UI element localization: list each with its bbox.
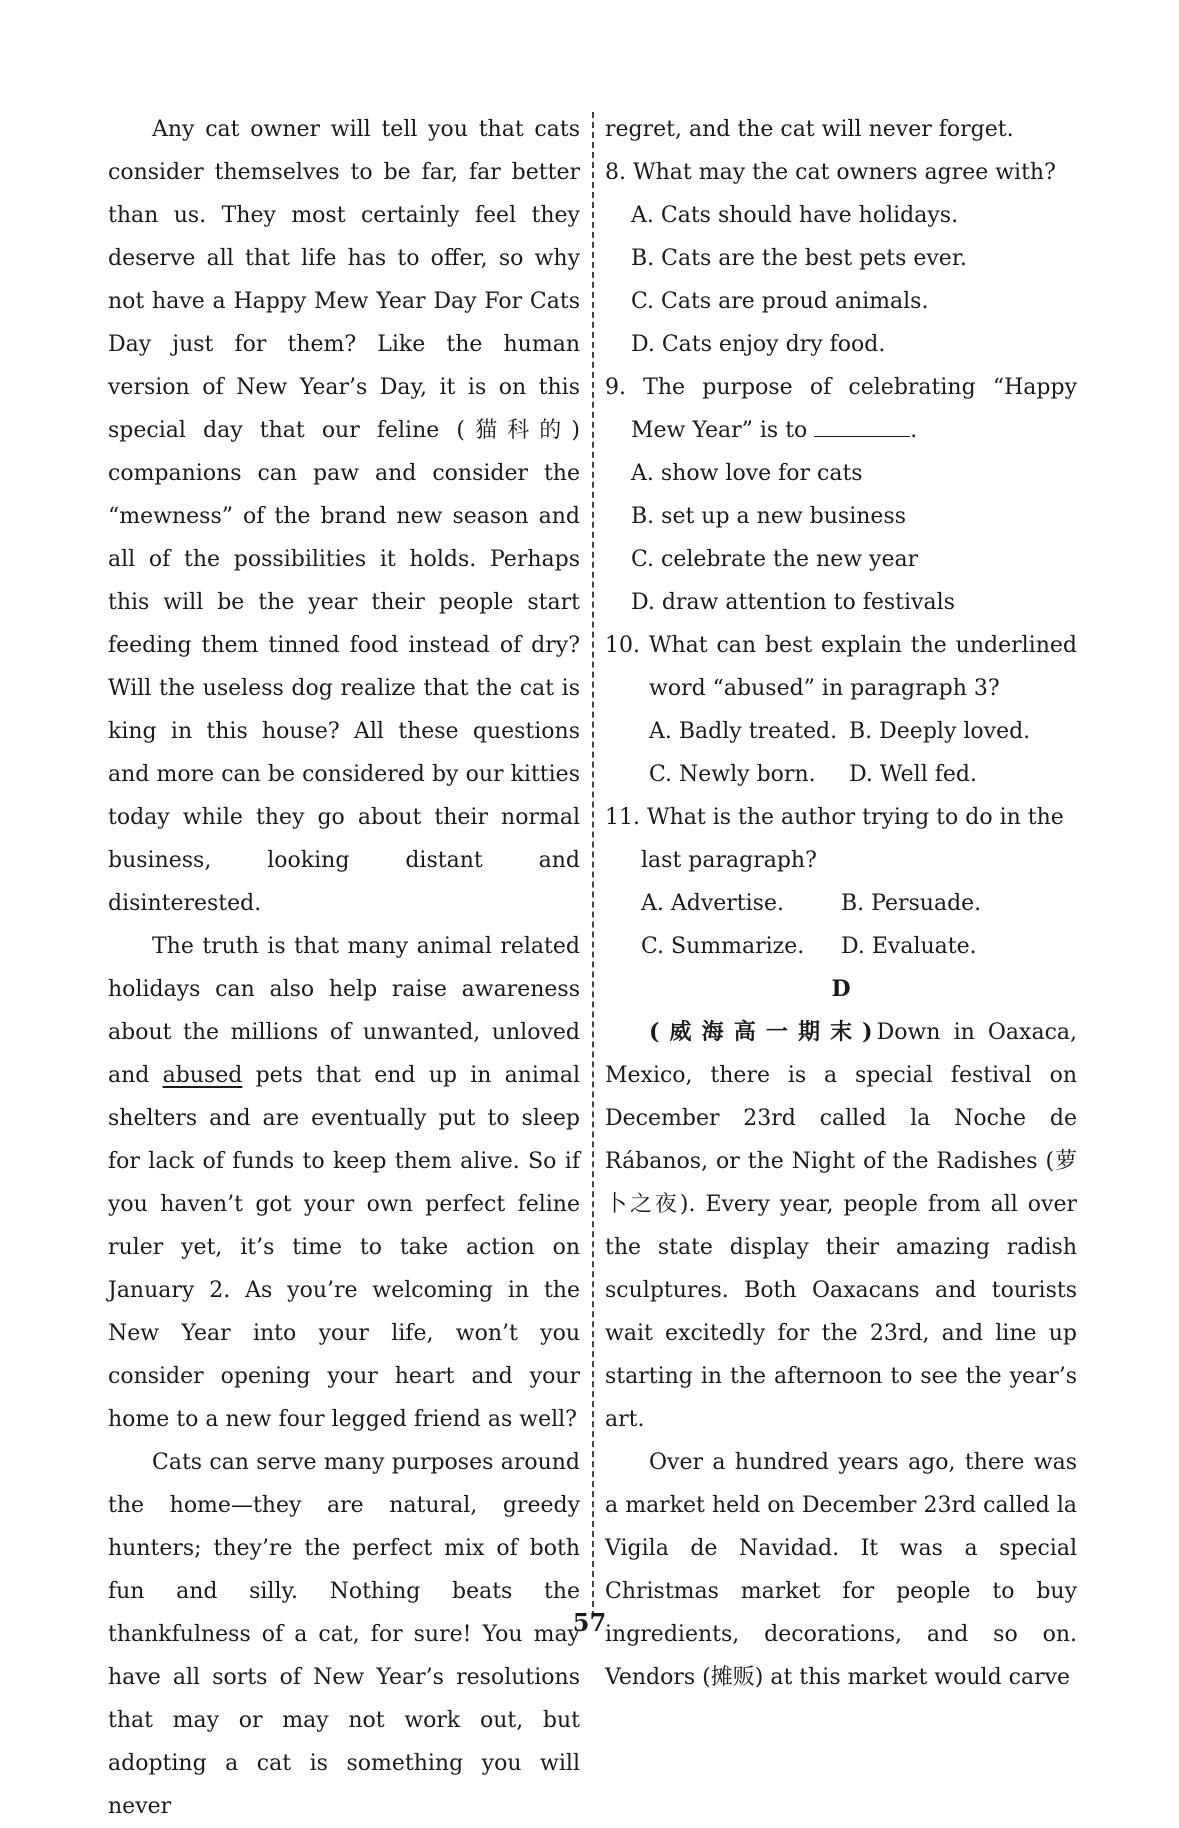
question-11-option-b: B. Persuade. — [841, 891, 982, 916]
question-9-option-d: D. draw attention to festivals — [631, 590, 955, 615]
section-d-heading: D — [831, 976, 851, 1002]
question-11-option-d: D. Evaluate. — [841, 934, 977, 959]
question-10-option-c: C. Newly born. — [649, 762, 816, 787]
question-8-option-c: C. Cats are proud animals. — [631, 289, 929, 314]
underlined-word-abused: abused — [162, 1063, 243, 1088]
question-9-stem-text: 9. The purpose of celebrating “Happy Mew Year” is to — [605, 375, 1077, 443]
paragraph-2-text-start: The truth is that many animal related holidays can also help raise awareness about the millions of unwanted, unloved and — [108, 934, 580, 1088]
question-10-option-a: A. Badly treated. — [649, 719, 838, 744]
question-8-option-d: D. Cats enjoy dry food. — [631, 332, 886, 357]
question-8-option-b: B. Cats are the best pets ever. — [631, 246, 967, 271]
question-11-option-c: C. Summarize. — [641, 934, 805, 959]
passage-paragraph-3: Cats can serve many purposes around the home—they are natural, greedy hunters; they’re the perfect mix of both fun and silly. Nothing beats the thankfulness of a cat, for sure! You may have all sorts of New Year’s resolutions that may or may not work out, but adopting a cat is something you will never — [108, 1450, 580, 1819]
question-10-options-row-1 — [605, 710, 1077, 753]
question-10-stem: 10. What can best explain the underlined word “abused” in paragraph 3? — [605, 633, 1077, 701]
question-8-stem: 8. What may the cat owners agree with? — [605, 160, 1056, 185]
left-column — [108, 108, 580, 1828]
answer-blank — [814, 414, 910, 437]
question-10-options-row-2 — [605, 753, 1077, 796]
paragraph-3-continuation: regret, and the cat will never forget. — [605, 117, 1014, 142]
question-9-option-b: B. set up a new business — [631, 504, 907, 529]
question-9-option-a: A. show love for cats — [631, 461, 863, 486]
column-divider — [592, 112, 594, 1617]
source-tag: (威海高一期末) — [649, 1019, 877, 1045]
passage-paragraph-1: Any cat owner will tell you that cats consider themselves to be far, far better than us. They most certainly feel they deserve all that life has to offer, so why not have a Happy Mew Year Day For Cats Day just for them? Like the human version of New Year’s Day, it is on this special day that our feline (猫科的) companions can paw and consider the “mewness” of the brand new season and all of the possibilities it holds. Perhaps this will be the year their people start feeding them tinned food instead of dry? Will the useless dog realize that the cat is king in this house? All these questions and more can be considered by our kitties today while they go about their normal business, looking distant and disinterested. — [108, 117, 580, 916]
section-d-paragraph-1 — [605, 1011, 1077, 1441]
question-11-stem: 11. What is the author trying to do in the last paragraph? — [605, 805, 1064, 873]
passage-paragraph-2 — [108, 925, 580, 1441]
question-9-option-c: C. celebrate the new year — [631, 547, 919, 572]
question-11-options-row-2 — [605, 925, 1077, 968]
page-number: 57 — [572, 1608, 607, 1637]
question-10-option-b: B. Deeply loved. — [849, 719, 1031, 744]
section-d-paragraph-1-text: Down in Oaxaca, Mexico, there is a special festival on December 23rd called la Noche de Rábanos, or the Night of the Radishes (萝卜之夜). Every year, people from all over the state display their amazing radish sculptures. Both Oaxacans and tourists wait excitedly for the 23rd, and line up starting in the afternoon to see the year’s art. — [605, 1020, 1077, 1432]
question-11-options-row-1 — [605, 882, 1077, 925]
question-11-option-a: A. Advertise. — [641, 891, 784, 916]
section-d-paragraph-2: Over a hundred years ago, there was a market held on December 23rd called la Vigila de Navidad. It was a special Christmas market for people to buy ingredients, decorations, and so on. Vendors (摊贩) at this market would carve — [605, 1450, 1077, 1690]
right-column — [605, 108, 1077, 1699]
question-9-stem-end: . — [910, 418, 918, 443]
question-9-stem — [605, 366, 1077, 452]
question-10-option-d: D. Well fed. — [849, 762, 977, 787]
paragraph-2-text-end: pets that end up in animal shelters and are eventually put to sleep for lack of funds to keep them alive. So if you haven’t got your own perfect feline ruler yet, it’s time to take action on January 2. As you’re welcoming in the New Year into your life, won’t you consider opening your heart and your home to a new four legged friend as well? — [108, 1063, 580, 1432]
question-8-option-a: A. Cats should have holidays. — [631, 203, 959, 228]
